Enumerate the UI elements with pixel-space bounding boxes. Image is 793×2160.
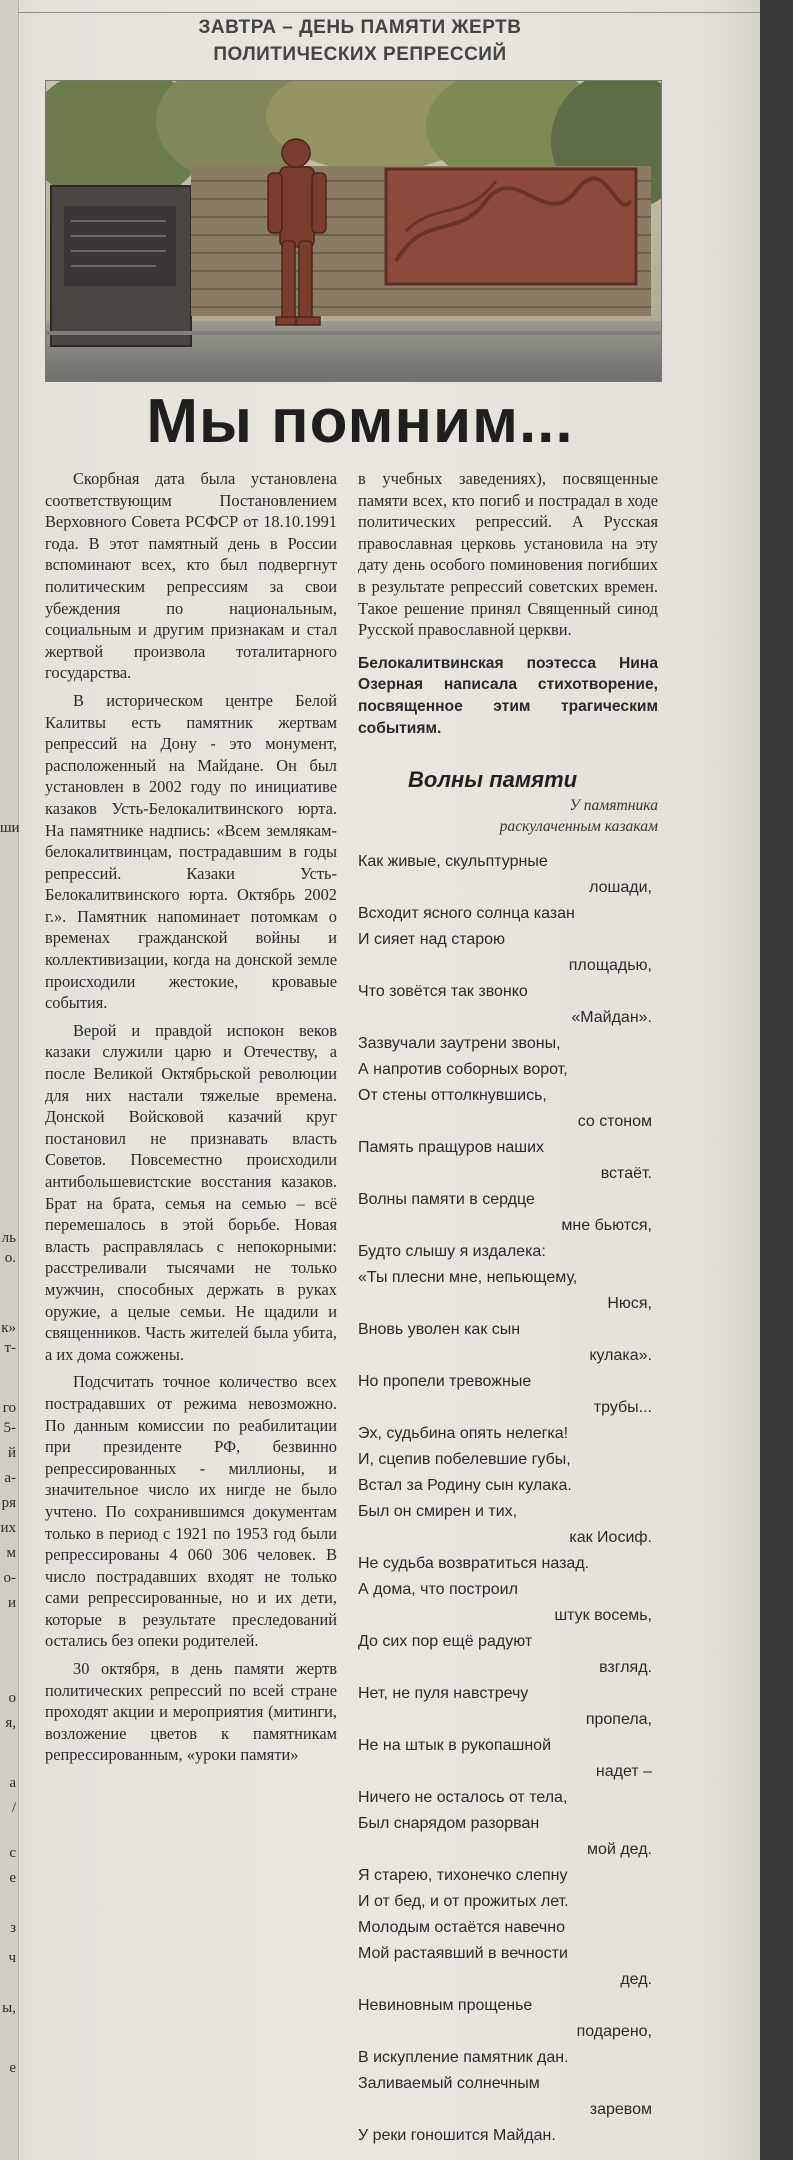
section-rubric <box>170 14 550 68</box>
poem-line: Встал за Родину сын кулака. <box>358 1476 572 1494</box>
adjacent-page-fragment: е <box>9 2060 16 2076</box>
poem-line: со стоном <box>577 1112 652 1130</box>
article-paragraph: в учебных заведениях), посвященные памяти всех, кто погиб и пострадал в ходе политических репрессий. А Русская православная церковь установила на эту дату день особого поминовения погибших в результате репрессий советских времен. Такое решение принял Священный синод Русской православной церкви. <box>358 469 658 640</box>
adjacent-page-fragment: / <box>11 1800 16 1816</box>
adjacent-page-fragment: з <box>10 1920 16 1936</box>
poem-line: Как живые, скульптурные <box>358 852 548 870</box>
article-paragraph: В историческом центре Белой Калитвы есть памятник жертвам репрессий на Дону - это монумент, расположенный на Майдане. Он был установлен в 2002 году по инициативе казаков Усть-Белокалитвинского юрта. На памятнике надпись: «Всем землякам-белокалитвинцам, пострадавшим в годы репрессий. Казаки Усть-Белокалитвинского юрта. Октябрь 2002 г.». Памятник напоминает потомкам о временах гражданской войны и коллективизации, когда на донской земле происходили жестокие, кровавые события. <box>45 690 337 1013</box>
adjacent-page-fragment: а- <box>4 1470 16 1486</box>
poem-line: А дома, что построил <box>358 1580 518 1598</box>
poem-line: Ничего не осталось от тела, <box>358 1788 568 1806</box>
adjacent-page-fragment: о <box>8 1690 16 1706</box>
poem-line: Память пращуров наших <box>358 1138 545 1156</box>
rubric-line-2: ПОЛИТИЧЕСКИХ РЕПРЕССИЙ <box>213 44 507 65</box>
poem-line: А напротив соборных ворот, <box>358 1060 568 1078</box>
poem-title: Волны памяти <box>408 767 578 793</box>
poem-line: дед. <box>620 1970 652 1988</box>
adjacent-page-fragment: о. <box>4 1250 16 1266</box>
poem-line: «Ты плесни мне, непьющему, <box>358 1268 578 1286</box>
poem-line: подарено, <box>576 2022 652 2040</box>
poem-line: И, сцепив побелевшие губы, <box>358 1450 571 1468</box>
poem-line: штук восемь, <box>554 1606 652 1624</box>
poem-line: Будто слышу я издалека: <box>358 1242 546 1260</box>
poem-line: Зазвучали заутрени звоны, <box>358 1034 561 1052</box>
poem-line: И сияет над старою <box>358 930 506 948</box>
epigraph-line: У памятника <box>569 796 658 814</box>
poem-line: кулака». <box>589 1346 652 1364</box>
poem-line: Нюся, <box>607 1294 652 1312</box>
article-left-column <box>45 468 337 1766</box>
adjacent-page-fragment: 5- <box>3 1420 16 1436</box>
adjacent-page-fragment: м <box>6 1545 16 1561</box>
article-paragraph: Верой и правдой испокон веков казаки служили царю и Отечеству, а после Великой Октябрьской революции для них настали тяжелые времена. Донской Войсковой казачий круг постановил не признавать власть Советов. Повсеместно происходили антибольшевистские восстания казаков. Брат на брата, семья на семью – всё перемешалось в этой борьбе. Новая власть расправлялась с непокорными: расстреливали тысячами не только мужчин, способных держать в руках оружие, а целые семьи. Не щадили и священников. Часть жителей была убита, а их дома сожжены. <box>45 1020 337 1364</box>
author-note: Белокалитвинская поэтесса Нина Озерная написала стихотворение, посвященное этим трагическим событиям. <box>358 654 658 737</box>
top-rule <box>18 12 760 13</box>
adjacent-page-fragment: о- <box>3 1570 16 1586</box>
adjacent-page-fragment: ря <box>1 1495 16 1511</box>
poem-line: трубы... <box>593 1398 652 1416</box>
poem-line: Что зовётся так звонко <box>358 982 528 1000</box>
headline: Мы помним... <box>146 387 574 456</box>
adjacent-page-fragment: й <box>7 1445 16 1461</box>
poem-line: Я старею, тихонечко слепну <box>358 1866 568 1884</box>
article-paragraph: Подсчитать точное количество всех пострадавших от режима невозможно. По данным комиссии по реабилитации при президенте РФ, безвинно репрессированных - миллионы, и значительное число их нигде не было учтено. По сохранившимся документам только в период с 1921 по 1953 год были репрессированы 4 060 306 человек. В число пострадавших входят не только сами репрессированные, но и их дети, которые в результате преследований остались без опеки родителей. <box>45 1372 337 1651</box>
adjacent-page-fragment: го <box>2 1400 16 1416</box>
adjacent-page-fragment: и <box>7 1595 16 1611</box>
poem-line: Молодым остаётся навечно <box>358 1918 565 1936</box>
poem-line: Волны памяти в сердце <box>358 1190 535 1208</box>
poem-line: мой дед. <box>587 1840 652 1858</box>
adjacent-page-fragment: к» <box>1 1320 16 1336</box>
poem-line: Был снарядом разорван <box>358 1814 540 1832</box>
poem-line: надет – <box>595 1762 652 1780</box>
poem-body <box>358 849 658 2149</box>
poem-line: Нет, не пуля навстречу <box>358 1684 529 1702</box>
poem-line: Не судьба возвратиться назад. <box>358 1554 590 1572</box>
poem-line: Не на штык в рукопашной <box>358 1736 551 1754</box>
monument-photo <box>45 80 662 382</box>
adjacent-page-fragment: ль <box>1 1230 16 1246</box>
poem-epigraph <box>358 795 658 837</box>
poem-line: В искупление памятник дан. <box>358 2048 569 2066</box>
adjacent-page-fragment: ы, <box>2 2000 16 2016</box>
poem-line: Всходит ясного солнца казан <box>358 904 575 922</box>
poem-line: Эх, судьбина опять нелегка! <box>358 1424 569 1442</box>
adjacent-page-fragment: с <box>9 1845 16 1861</box>
poem-line: Был он смирен и тих, <box>358 1502 518 1520</box>
poem-line: До сих пор ещё радуют <box>358 1632 533 1650</box>
article-paragraph: Скорбная дата была установлена соответствующим Постановлением Верховного Совета РСФСР от 18.10.1991 года. В этот памятный день в России вспоминают всех, кто был подвергнут политическим репрессиям за свои убеждения по национальным, социальным и другим признакам и стал жертвой произвола тоталитарного государства. <box>45 469 337 683</box>
poem-line: встаёт. <box>600 1164 652 1182</box>
article-paragraph: 30 октября, в день памяти жертв политических репрессий по всей стране проходят акции и мероприятия (митинги, возложение цветов к памятникам репрессированным, «уроки памяти» <box>45 1659 337 1765</box>
poem-line: лошади, <box>589 878 652 896</box>
adjacent-page-edge <box>0 0 19 2160</box>
article-right-column <box>358 468 658 2149</box>
poem-line: Мой растаявший в вечности <box>358 1944 568 1962</box>
adjacent-page-fragment: т- <box>4 1340 16 1356</box>
poem-line: И от бед, и от прожитых лет. <box>358 1892 569 1910</box>
adjacent-page-fragment: я, <box>5 1715 16 1731</box>
poem-line: пропела, <box>585 1710 652 1728</box>
poem-line: «Майдан». <box>571 1008 652 1026</box>
monument-photo-illustration <box>46 81 661 381</box>
adjacent-page-fragment: а <box>9 1775 16 1791</box>
poem-line: заревом <box>589 2100 652 2118</box>
poem-line: площадью, <box>568 956 652 974</box>
poem-line: как Иосиф. <box>569 1528 652 1546</box>
adjacent-page-fragment: ч <box>8 1950 16 1966</box>
epigraph-line: раскулаченным казакам <box>499 817 658 835</box>
poem-line: Вновь уволен как сын <box>358 1320 521 1338</box>
poem-line: У реки гоношится Майдан. <box>358 2126 556 2144</box>
adjacent-page-fragment: их <box>0 1520 16 1536</box>
poem-line: Но пропели тревожные <box>358 1372 532 1390</box>
rubric-line-1: ЗАВТРА – ДЕНЬ ПАМЯТИ ЖЕРТВ <box>198 17 522 38</box>
poem-line: От стены оттолкнувшись, <box>358 1086 547 1104</box>
poem-line: взгляд. <box>599 1658 652 1676</box>
adjacent-page-fragment: е <box>9 1870 16 1886</box>
poem-line: Заливаемый солнечным <box>358 2074 540 2092</box>
poem-line: мне бьются, <box>561 1216 652 1234</box>
poem-line: Невиновным прощенье <box>358 1996 533 2014</box>
adjacent-page-fragment: ши <box>0 820 20 836</box>
